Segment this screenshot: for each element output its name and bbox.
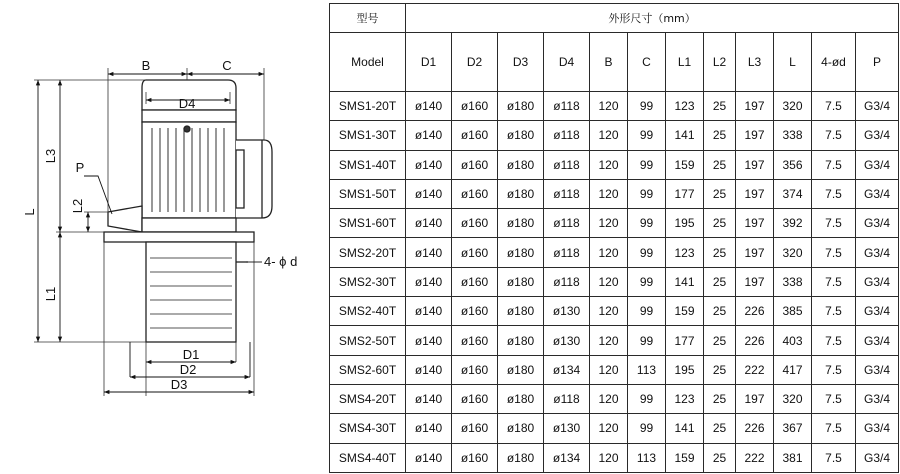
column-header: D2: [452, 33, 498, 92]
table-cell: G3/4: [856, 267, 899, 296]
table-cell: ø118: [544, 238, 590, 267]
table-cell: ø118: [544, 92, 590, 121]
table-cell: ø180: [498, 92, 544, 121]
table-cell: G3/4: [856, 384, 899, 413]
table-cell: ø140: [406, 414, 452, 443]
column-header: L3: [736, 33, 774, 92]
table-cell: 7.5: [812, 121, 856, 150]
label-l2: L2: [70, 198, 85, 214]
table-cell: 99: [628, 326, 666, 355]
table-cell: G3/4: [856, 355, 899, 384]
label-d1: D1: [182, 347, 200, 362]
table-cell: 25: [704, 179, 736, 208]
table-cell: ø180: [498, 209, 544, 238]
table-cell: ø140: [406, 355, 452, 384]
table-cell: ø130: [544, 414, 590, 443]
table-cell: 25: [704, 267, 736, 296]
table-row: [330, 179, 899, 208]
table-cell: ø140: [406, 326, 452, 355]
table-cell: 123: [666, 384, 704, 413]
model-header-en: Model: [330, 33, 406, 92]
column-header: C: [628, 33, 666, 92]
table-cell: ø160: [452, 92, 498, 121]
table-cell: 25: [704, 355, 736, 384]
table-cell: 7.5: [812, 267, 856, 296]
table-cell: 159: [666, 297, 704, 326]
table-cell: 25: [704, 414, 736, 443]
label-c: C: [222, 58, 232, 73]
table-cell: 7.5: [812, 179, 856, 208]
table-row: [330, 92, 899, 121]
table-cell: ø140: [406, 297, 452, 326]
table-cell: 120: [590, 384, 628, 413]
table-row: [330, 121, 899, 150]
column-header: L: [774, 33, 812, 92]
table-cell: 177: [666, 179, 704, 208]
table-cell: 7.5: [812, 355, 856, 384]
pump-dimension-drawing: [0, 0, 330, 474]
table-cell: 120: [590, 121, 628, 150]
table-cell: 7.5: [812, 326, 856, 355]
table-cell: 120: [590, 267, 628, 296]
table-cell: ø180: [498, 238, 544, 267]
table-cell: 197: [736, 384, 774, 413]
table-cell: 197: [736, 121, 774, 150]
model-cell: SMS1-30T: [330, 121, 406, 150]
table-row: [330, 238, 899, 267]
label-d3: D3: [170, 377, 188, 392]
table-cell: 120: [590, 414, 628, 443]
table-cell: ø140: [406, 150, 452, 179]
table-cell: G3/4: [856, 150, 899, 179]
model-cell: SMS2-50T: [330, 326, 406, 355]
table-cell: 120: [590, 326, 628, 355]
table-cell: 197: [736, 92, 774, 121]
table-cell: 99: [628, 209, 666, 238]
table-cell: 320: [774, 92, 812, 121]
table-cell: ø160: [452, 414, 498, 443]
label-l: L: [22, 208, 37, 216]
table-cell: 7.5: [812, 414, 856, 443]
table-cell: ø140: [406, 384, 452, 413]
table-cell: 381: [774, 443, 812, 472]
table-cell: 25: [704, 326, 736, 355]
table-cell: ø140: [406, 238, 452, 267]
table-cell: ø140: [406, 179, 452, 208]
table-cell: 7.5: [812, 209, 856, 238]
table-cell: 226: [736, 414, 774, 443]
table-cell: 320: [774, 384, 812, 413]
table-cell: 99: [628, 384, 666, 413]
label-l1: L1: [43, 286, 58, 302]
table-cell: 356: [774, 150, 812, 179]
model-cell: SMS1-60T: [330, 209, 406, 238]
model-cell: SMS1-40T: [330, 150, 406, 179]
table-cell: 392: [774, 209, 812, 238]
column-header: L2: [704, 33, 736, 92]
table-cell: 25: [704, 209, 736, 238]
table-cell: 7.5: [812, 297, 856, 326]
table-cell: ø160: [452, 384, 498, 413]
table-cell: ø160: [452, 179, 498, 208]
table-cell: ø160: [452, 121, 498, 150]
table-cell: 25: [704, 121, 736, 150]
table-cell: ø118: [544, 267, 590, 296]
table-cell: 7.5: [812, 238, 856, 267]
table-cell: ø160: [452, 209, 498, 238]
dimensions-header-cn: 外形尺寸（mm）: [406, 4, 899, 33]
table-cell: ø180: [498, 355, 544, 384]
table-row: [330, 209, 899, 238]
dimension-spec-table: [329, 3, 899, 473]
model-cell: SMS2-20T: [330, 238, 406, 267]
column-header: D4: [544, 33, 590, 92]
table-cell: 403: [774, 326, 812, 355]
table-cell: ø118: [544, 209, 590, 238]
table-cell: 99: [628, 121, 666, 150]
table-cell: G3/4: [856, 238, 899, 267]
table-cell: 320: [774, 238, 812, 267]
table-cell: G3/4: [856, 297, 899, 326]
table-cell: ø180: [498, 179, 544, 208]
table-cell: 197: [736, 150, 774, 179]
table-cell: 25: [704, 92, 736, 121]
column-header: B: [590, 33, 628, 92]
table-cell: 120: [590, 209, 628, 238]
table-cell: ø180: [498, 414, 544, 443]
table-cell: ø130: [544, 326, 590, 355]
table-cell: ø140: [406, 92, 452, 121]
table-cell: ø180: [498, 326, 544, 355]
table-cell: ø140: [406, 209, 452, 238]
table-cell: 25: [704, 384, 736, 413]
model-cell: SMS4-20T: [330, 384, 406, 413]
table-cell: 25: [704, 150, 736, 179]
table-row: [330, 414, 899, 443]
table-cell: 159: [666, 443, 704, 472]
table-cell: 7.5: [812, 92, 856, 121]
table-cell: 195: [666, 209, 704, 238]
label-holes: 4- ϕ d: [264, 254, 298, 269]
table-cell: G3/4: [856, 326, 899, 355]
table-row: [330, 297, 899, 326]
model-cell: SMS2-60T: [330, 355, 406, 384]
table-cell: 99: [628, 414, 666, 443]
label-l3: L3: [43, 148, 58, 164]
label-p: P: [75, 160, 85, 175]
model-cell: SMS2-30T: [330, 267, 406, 296]
table-cell: 99: [628, 297, 666, 326]
table-cell: 120: [590, 297, 628, 326]
column-header: L1: [666, 33, 704, 92]
table-cell: 222: [736, 443, 774, 472]
table-cell: 99: [628, 238, 666, 267]
table-cell: G3/4: [856, 92, 899, 121]
table-cell: ø160: [452, 297, 498, 326]
model-header-cn: 型号: [330, 4, 406, 33]
table-row: [330, 150, 899, 179]
table-cell: 113: [628, 355, 666, 384]
label-b: B: [141, 58, 151, 73]
table-cell: 338: [774, 121, 812, 150]
table-cell: 123: [666, 238, 704, 267]
table-cell: 120: [590, 150, 628, 179]
table-cell: 113: [628, 443, 666, 472]
table-cell: 25: [704, 238, 736, 267]
table-cell: ø160: [452, 267, 498, 296]
table-cell: 195: [666, 355, 704, 384]
table-cell: 99: [628, 267, 666, 296]
table-cell: ø160: [452, 355, 498, 384]
table-row: [330, 326, 899, 355]
table-cell: ø118: [544, 121, 590, 150]
table-cell: 99: [628, 92, 666, 121]
table-cell: 197: [736, 209, 774, 238]
table-cell: ø180: [498, 121, 544, 150]
table-cell: G3/4: [856, 121, 899, 150]
table-cell: 25: [704, 297, 736, 326]
table-cell: 99: [628, 150, 666, 179]
table-cell: ø140: [406, 443, 452, 472]
table-cell: 7.5: [812, 150, 856, 179]
table-cell: G3/4: [856, 209, 899, 238]
model-cell: SMS4-40T: [330, 443, 406, 472]
model-cell: SMS1-50T: [330, 179, 406, 208]
table-cell: ø180: [498, 150, 544, 179]
pump-outline: [104, 80, 272, 342]
table-cell: 226: [736, 297, 774, 326]
model-cell: SMS1-20T: [330, 92, 406, 121]
table-row: [330, 443, 899, 472]
table-cell: 120: [590, 92, 628, 121]
table-body: [330, 92, 899, 473]
label-d4: D4: [178, 96, 196, 111]
table-cell: ø118: [544, 384, 590, 413]
table-cell: ø180: [498, 267, 544, 296]
table-cell: 99: [628, 179, 666, 208]
table-cell: 120: [590, 443, 628, 472]
label-d2: D2: [179, 362, 197, 377]
table-cell: ø160: [452, 443, 498, 472]
table-cell: 417: [774, 355, 812, 384]
column-header: P: [856, 33, 899, 92]
table-cell: ø134: [544, 443, 590, 472]
table-cell: G3/4: [856, 414, 899, 443]
table-cell: 7.5: [812, 384, 856, 413]
table-row: [330, 267, 899, 296]
table-cell: ø134: [544, 355, 590, 384]
table-cell: 141: [666, 121, 704, 150]
table-cell: 141: [666, 267, 704, 296]
table-cell: 226: [736, 326, 774, 355]
table-cell: 7.5: [812, 443, 856, 472]
table-cell: 123: [666, 92, 704, 121]
model-cell: SMS4-30T: [330, 414, 406, 443]
table-cell: ø140: [406, 121, 452, 150]
column-header: D3: [498, 33, 544, 92]
table-cell: ø118: [544, 150, 590, 179]
table-cell: 222: [736, 355, 774, 384]
table-cell: ø160: [452, 238, 498, 267]
table-cell: ø130: [544, 297, 590, 326]
table-cell: ø140: [406, 267, 452, 296]
table-cell: G3/4: [856, 443, 899, 472]
column-header: D1: [406, 33, 452, 92]
table-row: [330, 384, 899, 413]
table-cell: 159: [666, 150, 704, 179]
table-cell: 374: [774, 179, 812, 208]
table-cell: ø118: [544, 179, 590, 208]
table-cell: 197: [736, 179, 774, 208]
table-cell: ø160: [452, 150, 498, 179]
model-cell: SMS2-40T: [330, 297, 406, 326]
table-row: [330, 355, 899, 384]
table-cell: 197: [736, 267, 774, 296]
table-cell: 385: [774, 297, 812, 326]
table-cell: ø180: [498, 443, 544, 472]
table-cell: 120: [590, 179, 628, 208]
table-cell: 120: [590, 238, 628, 267]
table-cell: 197: [736, 238, 774, 267]
table-cell: G3/4: [856, 179, 899, 208]
table-cell: ø180: [498, 384, 544, 413]
table-cell: 177: [666, 326, 704, 355]
table-cell: 367: [774, 414, 812, 443]
table-cell: ø180: [498, 297, 544, 326]
table-cell: 141: [666, 414, 704, 443]
table-cell: 338: [774, 267, 812, 296]
column-header: 4-ød: [812, 33, 856, 92]
table-cell: 120: [590, 355, 628, 384]
table-cell: 25: [704, 443, 736, 472]
table-cell: ø160: [452, 326, 498, 355]
